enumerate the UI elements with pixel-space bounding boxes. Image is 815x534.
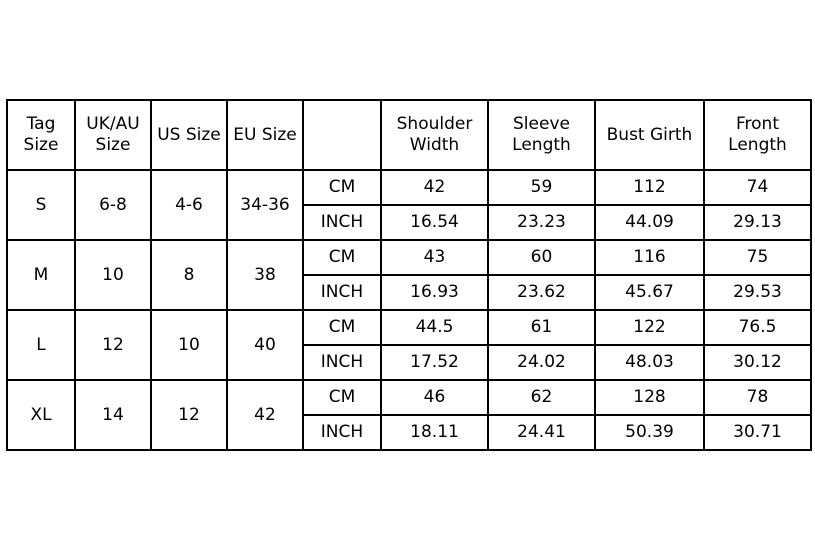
size-chart-table <box>6 99 812 451</box>
cell-front-inch: 30.71 <box>704 415 811 450</box>
cell-tag-size: L <box>7 310 75 380</box>
cell-eu-size: 38 <box>227 240 303 310</box>
cell-us-size: 8 <box>151 240 227 310</box>
header-shoulder-width <box>381 100 488 170</box>
cell-uk-au-size: 10 <box>75 240 151 310</box>
cell-sleeve-inch: 24.41 <box>488 415 595 450</box>
cell-bust-inch: 50.39 <box>595 415 704 450</box>
cell-sleeve-inch: 23.23 <box>488 205 595 240</box>
cell-uk-au-size: 12 <box>75 310 151 380</box>
cell-unit-cm: CM <box>303 310 381 345</box>
cell-tag-size: XL <box>7 380 75 450</box>
cell-us-size: 4-6 <box>151 170 227 240</box>
cell-front-cm: 75 <box>704 240 811 275</box>
header-uk-au-size-line2: Size <box>95 135 131 155</box>
cell-front-cm: 74 <box>704 170 811 205</box>
cell-front-inch: 30.12 <box>704 345 811 380</box>
cell-tag-size: S <box>7 170 75 240</box>
cell-front-cm: 76.5 <box>704 310 811 345</box>
cell-unit-inch: INCH <box>303 205 381 240</box>
header-sleeve-length-line1: Sleeve <box>513 114 570 135</box>
header-front-length-line1: Front <box>736 114 779 135</box>
header-tag-size <box>7 100 75 170</box>
cell-bust-inch: 44.09 <box>595 205 704 240</box>
cell-unit-cm: CM <box>303 240 381 275</box>
cell-shoulder-cm: 42 <box>381 170 488 205</box>
cell-shoulder-cm: 44.5 <box>381 310 488 345</box>
cell-eu-size: 40 <box>227 310 303 380</box>
cell-shoulder-inch: 18.11 <box>381 415 488 450</box>
cell-unit-cm: CM <box>303 380 381 415</box>
cell-bust-cm: 116 <box>595 240 704 275</box>
cell-unit-inch: INCH <box>303 345 381 380</box>
cell-uk-au-size: 14 <box>75 380 151 450</box>
header-front-length-line2: Length <box>728 135 787 155</box>
cell-bust-cm: 112 <box>595 170 704 205</box>
table-row <box>7 170 811 205</box>
cell-sleeve-cm: 60 <box>488 240 595 275</box>
cell-eu-size: 42 <box>227 380 303 450</box>
header-shoulder-width-line2: Width <box>409 135 460 155</box>
cell-uk-au-size: 6-8 <box>75 170 151 240</box>
cell-shoulder-inch: 17.52 <box>381 345 488 380</box>
cell-bust-inch: 48.03 <box>595 345 704 380</box>
header-uk-au-size <box>75 100 151 170</box>
cell-unit-inch: INCH <box>303 275 381 310</box>
header-uk-au-size-line1: UK/AU <box>86 114 140 135</box>
cell-sleeve-cm: 62 <box>488 380 595 415</box>
cell-front-cm: 78 <box>704 380 811 415</box>
table-row <box>7 310 811 345</box>
header-sleeve-length-line2: Length <box>512 135 571 155</box>
cell-unit-cm: CM <box>303 170 381 205</box>
header-us-size: US Size <box>151 100 227 170</box>
header-tag-size-line1: Tag <box>26 114 56 135</box>
cell-shoulder-cm: 43 <box>381 240 488 275</box>
cell-shoulder-cm: 46 <box>381 380 488 415</box>
cell-us-size: 10 <box>151 310 227 380</box>
cell-bust-inch: 45.67 <box>595 275 704 310</box>
cell-us-size: 12 <box>151 380 227 450</box>
header-eu-size: EU Size <box>227 100 303 170</box>
cell-sleeve-inch: 24.02 <box>488 345 595 380</box>
header-bust-girth: Bust Girth <box>595 100 704 170</box>
cell-sleeve-cm: 59 <box>488 170 595 205</box>
cell-sleeve-cm: 61 <box>488 310 595 345</box>
table-row <box>7 240 811 275</box>
cell-shoulder-inch: 16.54 <box>381 205 488 240</box>
header-tag-size-line2: Size <box>23 135 59 155</box>
cell-front-inch: 29.53 <box>704 275 811 310</box>
cell-front-inch: 29.13 <box>704 205 811 240</box>
header-sleeve-length <box>488 100 595 170</box>
cell-shoulder-inch: 16.93 <box>381 275 488 310</box>
cell-bust-cm: 122 <box>595 310 704 345</box>
cell-eu-size: 34-36 <box>227 170 303 240</box>
cell-tag-size: M <box>7 240 75 310</box>
cell-sleeve-inch: 23.62 <box>488 275 595 310</box>
cell-bust-cm: 128 <box>595 380 704 415</box>
cell-unit-inch: INCH <box>303 415 381 450</box>
table-header-row <box>7 100 811 170</box>
size-chart-table-wrapper <box>6 99 810 451</box>
header-shoulder-width-line1: Shoulder <box>396 114 473 135</box>
table-row <box>7 380 811 415</box>
header-unit-blank <box>303 100 381 170</box>
header-front-length <box>704 100 811 170</box>
